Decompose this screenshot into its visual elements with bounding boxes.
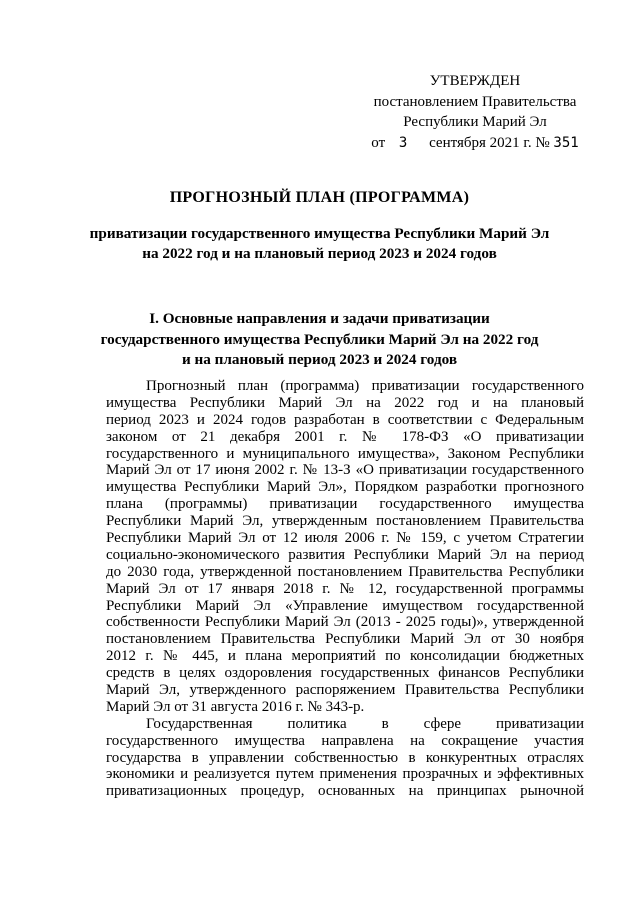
approval-number: 351 [553, 134, 579, 151]
section-heading-line-1: I. Основные направления и задачи приватизации [149, 310, 490, 327]
body-line: Марий Эл от 17 июня 2002 г. № 13-З «О приватизации государственного [106, 462, 584, 479]
body-line: Прогнозный план (программа) приватизации государственного [146, 378, 584, 394]
body-line: государственного имущества направлена на сокращение участия [106, 732, 584, 749]
body-line: Государственная политика в сфере приватизации [146, 715, 584, 732]
body-line: законом от 21 декабря 2001 г. № 178-ФЗ «О приватизации [106, 428, 584, 445]
body-line: государства в управлении собственностью в конкурентных отраслях [106, 749, 584, 766]
body-line: плана (программы) приватизации государственного имущества [106, 496, 584, 513]
body-line: постановлением Правительства Республики Марий Эл от 30 ноября [106, 631, 584, 648]
section-heading-line-2: государственного имущества Республики Марий Эл на 2022 год [100, 330, 539, 348]
approval-day: 3 [398, 134, 408, 151]
approval-line-3: Республики Марий Эл [403, 114, 547, 130]
body-line: до 2030 года, утвержденной постановлением Правительства Республики [106, 563, 584, 580]
approval-date-prefix: от [371, 134, 386, 151]
body-line: Республики Марий Эл «Управление имуществом государственной [106, 597, 584, 614]
document-subtitle [60, 224, 579, 264]
approval-line-2: постановлением Правительства [373, 93, 577, 110]
approval-stamp [360, 71, 590, 153]
approval-date-rest: сентября 2021 г. № [429, 134, 550, 151]
body-line: средств в целях оздоровления государственных финансов Республики [106, 665, 584, 682]
subtitle-line-1: приватизации государственного имущества Республики Марий Эл [89, 225, 550, 242]
body-line: период 2023 и 2024 годов разработан в соответствии с Федеральным [106, 411, 584, 428]
body-line: имущества Республики Марий Эл», Порядком разработки прогнозного [106, 479, 584, 496]
body-line: собственности Республики Марий Эл (2013 - 2025 годы)», утвержденной [106, 614, 584, 631]
body-line: Республики Марий Эл от 12 июля 2006 г. № 159, с учетом Стратегии [106, 530, 584, 547]
body-line: Марий Эл от 17 января 2018 г. № 12, государственной программы [106, 580, 584, 597]
body-line: государственного и муниципального имущества», Законом Республики [106, 445, 584, 462]
body-line: социально-экономического развития Республики Марий Эл на период [106, 546, 584, 563]
body-line: Марий Эл от 31 августа 2016 г. № 343-р. [106, 698, 365, 715]
subtitle-line-2: на 2022 год и на плановый период 2023 и 2024 годов [142, 245, 497, 262]
approval-date-line [360, 133, 590, 154]
body-line: Республики Марий Эл, утвержденным постановлением Правительства [106, 513, 584, 530]
section-heading [60, 309, 579, 371]
body-line: Марий Эл, утвержденного распоряжением Правительства Республики [106, 682, 584, 699]
body-paragraphs [106, 378, 584, 800]
document-title: ПРОГНОЗНЫЙ ПЛАН (ПРОГРАММА) [169, 189, 470, 206]
body-line: приватизационных процедур, основанных на принципах рыночной [106, 783, 584, 800]
body-line: 2012 г. № 445, и плана мероприятий по консолидации бюджетных [106, 648, 584, 665]
body-line: имущества Республики Марий Эл на 2022 год и на плановый [106, 394, 584, 411]
section-heading-line-3: и на плановый период 2023 и 2024 годов [181, 351, 458, 368]
body-line: экономики и реализуется путем применения прозрачных и эффективных [106, 766, 584, 783]
approval-heading: УТВЕРЖДЕН [429, 73, 521, 89]
